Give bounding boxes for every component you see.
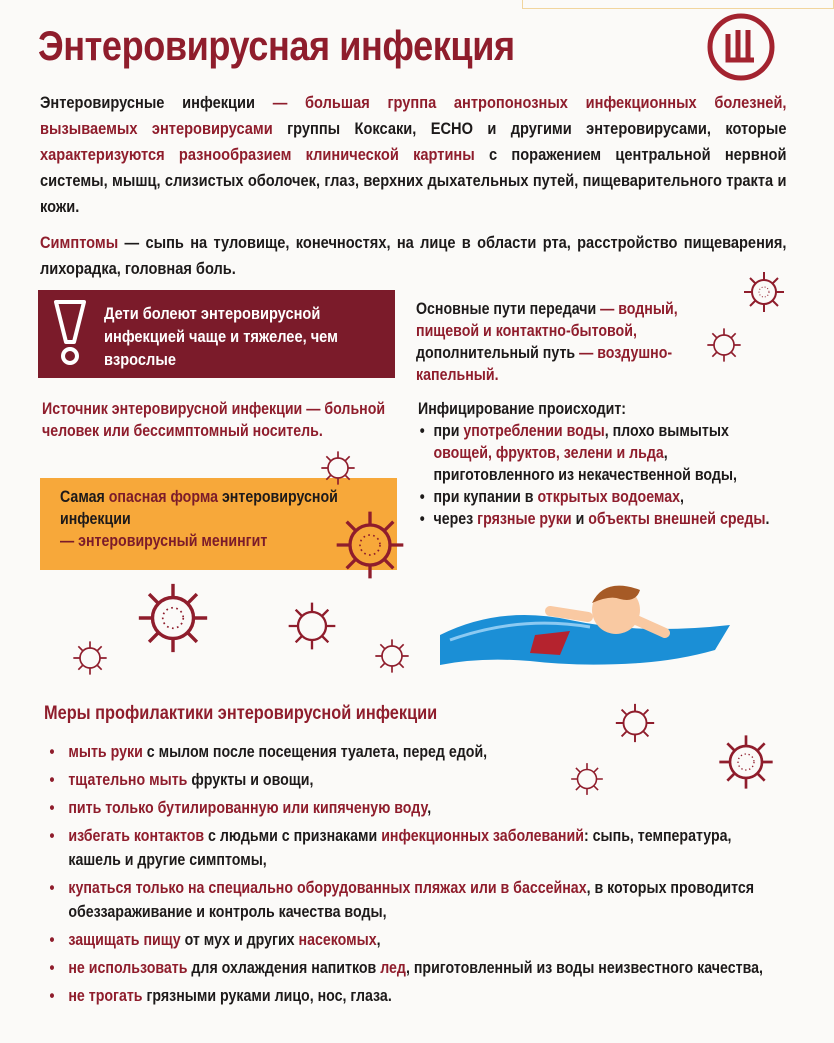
virus-icon	[704, 325, 744, 365]
list-item: • купаться только на специально оборудованных пляжах или в бассейнах, в которых проводится обеззараживание и контроль качества воды,	[46, 876, 786, 924]
intro-term: Энтеровирусные инфекции	[40, 93, 255, 112]
infection-section	[418, 398, 779, 530]
list-item: • избегать контактов с людьми с признаками инфекционных заболеваний: сыпь, температура, кашель и другие симптомы,	[46, 824, 786, 872]
danger-d: — энтеровирусный менингит	[60, 532, 268, 550]
virus-icon	[612, 700, 658, 746]
virus-icon	[372, 636, 412, 676]
virus-icon	[330, 505, 410, 585]
virus-icon	[568, 760, 606, 798]
page-title: Энтеровирусная инфекция	[38, 22, 515, 69]
infection-list	[418, 420, 779, 530]
danger-c: энтеровирусной инфекции	[60, 488, 338, 528]
symptoms-paragraph	[40, 230, 786, 282]
virus-icon	[70, 638, 110, 678]
intro-text-end: с поражением центральной нервной системы, мышц, слизистых оболочек, глаз, верхних дыхательных путей, пищеварительного тракта и кожи.	[40, 145, 787, 216]
symptoms-text: — сыпь на туловище, конечностях, на лице в области рта, расстройство пищеварения, лихорадка, головная боль.	[40, 233, 787, 278]
danger-b: опасная форма	[108, 488, 219, 506]
symptoms-label: Симптомы	[40, 233, 119, 252]
rospotrebnadzor-logo	[706, 12, 776, 82]
danger-a: Самая	[60, 488, 109, 506]
intro-dash: —	[254, 93, 306, 112]
transmission-extra: — воздушно-капельный.	[416, 344, 673, 384]
virus-icon	[714, 730, 778, 794]
virus-icon	[284, 598, 340, 654]
list-item: • мыть руки с мылом после посещения туалета, перед едой,	[46, 740, 786, 764]
list-item: • не трогать грязными руками лицо, нос, глаза.	[46, 984, 786, 1008]
virus-icon	[318, 448, 358, 488]
virus-icon	[740, 268, 788, 316]
transmission-text	[416, 298, 726, 386]
swimming-child-illustration	[440, 565, 730, 680]
list-item: • при купании в открытых водоемах,	[418, 486, 779, 508]
list-item: • защищать пищу от мух и других насекомых,	[46, 928, 786, 952]
prevention-section	[46, 740, 786, 1012]
list-item: • через грязные руки и объекты внешней среды.	[418, 508, 779, 530]
virus-icon	[132, 577, 214, 659]
top-right-frame	[522, 0, 834, 9]
list-item: • пить только бутилированную или кипяченую воду,	[46, 796, 786, 820]
list-item: • при употреблении воды, плохо вымытых овощей, фруктов, зелени и льда, приготовленного из некачественной воды,	[418, 420, 779, 486]
transmission-extra-label: дополнительный путь	[416, 344, 580, 362]
infection-heading: Инфицирование происходит:	[418, 400, 627, 418]
prevention-list	[46, 740, 786, 1008]
intro-definition: большая группа антропонозных инфекционных болезней, вызываемых энтеровирусами	[40, 93, 787, 138]
intro-highlight: характеризуются разнообразием клинической картины	[40, 145, 475, 164]
source-text: Источник энтеровирусной инфекции — больной человек или бессимптомный носитель.	[42, 400, 386, 440]
exclamation-icon	[52, 298, 88, 368]
warning-text: Дети болеют энтеровирусной инфекцией чаще и тяжелее, чем взрослые	[104, 304, 338, 369]
transmission-main: — водный, пищевой и контактно-бытовой,	[416, 300, 678, 340]
danger-text	[60, 486, 352, 552]
intro-text: группы Коксаки, ECHO и другими энтеровирусами, которые	[272, 119, 787, 138]
intro-paragraph	[40, 90, 786, 220]
transmission-label: Основные пути передачи	[416, 300, 597, 318]
list-item: • тщательно мыть фрукты и овощи,	[46, 768, 786, 792]
prevention-heading: Меры профилактики энтеровирусной инфекции	[44, 703, 438, 724]
list-item: • не использовать для охлаждения напитков лед, приготовленный из воды неизвестного качества,	[46, 956, 786, 980]
